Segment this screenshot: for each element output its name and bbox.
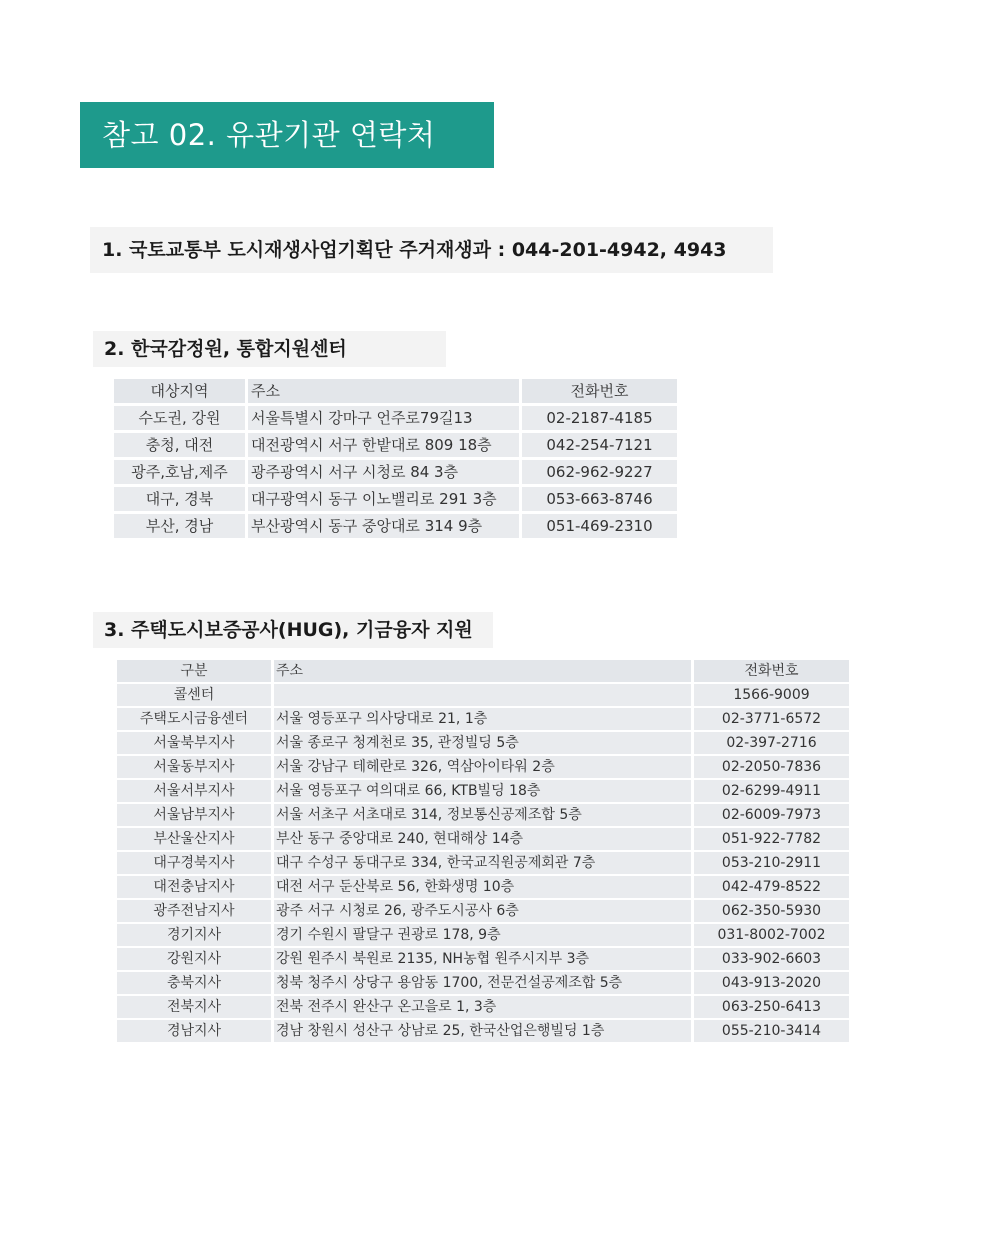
cell-region: 충청, 대전 (114, 433, 245, 457)
column-header-phone: 전화번호 (522, 379, 677, 403)
cell-phone: 1566-9009 (694, 684, 849, 706)
table-header-row (114, 379, 677, 403)
section3-heading: 3. 주택도시보증공사(HUG), 기금융자 지원 (93, 612, 493, 648)
cell-address: 대전광역시 서구 한밭대로 809 18층 (248, 433, 519, 457)
cell-region: 경기지사 (117, 924, 271, 946)
table-row (117, 684, 849, 706)
table-row (117, 924, 849, 946)
cell-address: 광주광역시 서구 시청로 84 3층 (248, 460, 519, 484)
cell-region: 서울남부지사 (117, 804, 271, 826)
column-header-phone: 전화번호 (694, 660, 849, 682)
page-title-banner: 참고 02. 유관기관 연락처 (80, 102, 494, 168)
cell-phone: 02-3771-6572 (694, 708, 849, 730)
cell-address: 강원 원주시 북원로 2135, NH농협 원주시지부 3층 (274, 948, 691, 970)
table-row (117, 996, 849, 1018)
cell-phone: 042-254-7121 (522, 433, 677, 457)
column-header-address: 주소 (248, 379, 519, 403)
cell-region: 대구, 경북 (114, 487, 245, 511)
cell-phone: 043-913-2020 (694, 972, 849, 994)
cell-address: 대전 서구 둔산북로 56, 한화생명 10층 (274, 876, 691, 898)
cell-region: 광주,호남,제주 (114, 460, 245, 484)
cell-address: 광주 서구 시청로 26, 광주도시공사 6층 (274, 900, 691, 922)
cell-phone: 063-250-6413 (694, 996, 849, 1018)
table-row (114, 460, 677, 484)
cell-phone: 051-469-2310 (522, 514, 677, 538)
table-row (117, 876, 849, 898)
cell-address: 서울 종로구 청계천로 35, 관정빌딩 5층 (274, 732, 691, 754)
cell-phone: 055-210-3414 (694, 1020, 849, 1042)
table-header-row (117, 660, 849, 682)
table-row (117, 852, 849, 874)
cell-phone: 042-479-8522 (694, 876, 849, 898)
cell-region: 대전충남지사 (117, 876, 271, 898)
cell-address: 서울특별시 강마구 언주로79길13 (248, 406, 519, 430)
section2-heading: 2. 한국감정원, 통합지원센터 (93, 331, 446, 367)
cell-phone: 062-350-5930 (694, 900, 849, 922)
section1-heading: 1. 국토교통부 도시재생사업기획단 주거재생과 : 044-201-4942, 4943 (90, 227, 773, 273)
cell-region: 서울서부지사 (117, 780, 271, 802)
table-row (117, 756, 849, 778)
cell-address: 대구 수성구 동대구로 334, 한국교직원공제회관 7층 (274, 852, 691, 874)
cell-address: 경기 수원시 팔달구 권광로 178, 9층 (274, 924, 691, 946)
cell-address (274, 684, 691, 706)
table-row (117, 708, 849, 730)
table-row (114, 487, 677, 511)
column-header-region: 대상지역 (114, 379, 245, 403)
cell-region: 서울동부지사 (117, 756, 271, 778)
cell-phone: 051-922-7782 (694, 828, 849, 850)
cell-region: 서울북부지사 (117, 732, 271, 754)
cell-region: 전북지사 (117, 996, 271, 1018)
cell-region: 주택도시금융센터 (117, 708, 271, 730)
cell-region: 충북지사 (117, 972, 271, 994)
table-row (114, 514, 677, 538)
cell-address: 서울 영등포구 의사당대로 21, 1층 (274, 708, 691, 730)
table-row (117, 900, 849, 922)
cell-phone: 02-2050-7836 (694, 756, 849, 778)
table-row (117, 732, 849, 754)
cell-address: 경남 창원시 성산구 상남로 25, 한국산업은행빌딩 1층 (274, 1020, 691, 1042)
cell-phone: 033-902-6603 (694, 948, 849, 970)
hug-contact-table (114, 658, 852, 1044)
cell-region: 부산, 경남 (114, 514, 245, 538)
cell-address: 부산광역시 동구 중앙대로 314 9층 (248, 514, 519, 538)
column-header-address: 주소 (274, 660, 691, 682)
cell-region: 광주전남지사 (117, 900, 271, 922)
cell-region: 강원지사 (117, 948, 271, 970)
table-row (117, 1020, 849, 1042)
cell-address: 부산 동구 중앙대로 240, 현대해상 14층 (274, 828, 691, 850)
cell-phone: 062-962-9227 (522, 460, 677, 484)
cell-region: 대구경북지사 (117, 852, 271, 874)
cell-phone: 053-210-2911 (694, 852, 849, 874)
column-header-division: 구분 (117, 660, 271, 682)
cell-phone: 031-8002-7002 (694, 924, 849, 946)
table-row (117, 972, 849, 994)
table-row (117, 804, 849, 826)
table-row (114, 433, 677, 457)
cell-address: 대구광역시 동구 이노밸리로 291 3층 (248, 487, 519, 511)
table-row (117, 780, 849, 802)
table-row (114, 406, 677, 430)
cell-address: 서울 서초구 서초대로 314, 정보통신공제조합 5층 (274, 804, 691, 826)
cell-phone: 02-6009-7973 (694, 804, 849, 826)
cell-address: 서울 강남구 테헤란로 326, 역삼아이타워 2층 (274, 756, 691, 778)
cell-phone: 02-397-2716 (694, 732, 849, 754)
cell-address: 전북 전주시 완산구 온고을로 1, 3층 (274, 996, 691, 1018)
table-row (117, 828, 849, 850)
table-row (117, 948, 849, 970)
cell-region: 부산울산지사 (117, 828, 271, 850)
cell-region: 콜센터 (117, 684, 271, 706)
cell-region: 경남지사 (117, 1020, 271, 1042)
cell-phone: 02-6299-4911 (694, 780, 849, 802)
cell-address: 서울 영등포구 여의대로 66, KTB빌딩 18층 (274, 780, 691, 802)
cell-phone: 053-663-8746 (522, 487, 677, 511)
cell-address: 청북 청주시 상당구 용암동 1700, 전문건설공제조합 5층 (274, 972, 691, 994)
appraisal-board-contact-table (111, 376, 680, 541)
cell-phone: 02-2187-4185 (522, 406, 677, 430)
cell-region: 수도권, 강원 (114, 406, 245, 430)
